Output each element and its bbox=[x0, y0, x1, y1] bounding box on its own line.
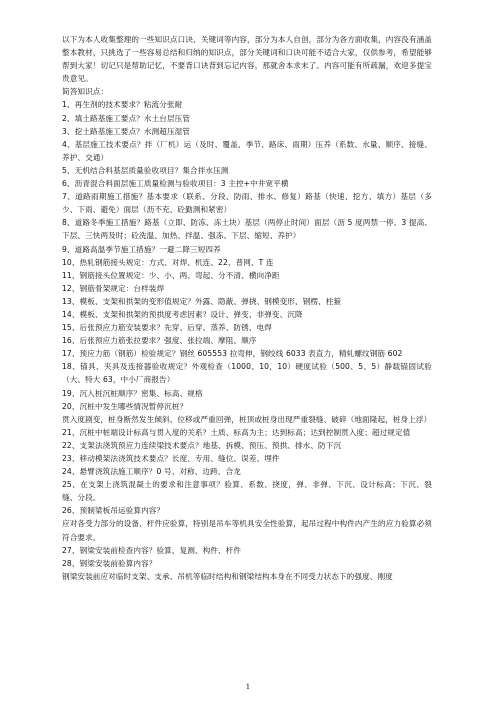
list-item: 1、再生剂的技术要求？粘流分张耐 bbox=[62, 100, 183, 110]
list-item: 8、道路冬季施工措施？路基（立即、防冻、冻土块）基层（两停止时间）面层（沥 5 度两禁一停、3 提高、下层、三快两及时；砼洗温、加热、拌温、强冻、下层、缩短、养护） bbox=[62, 218, 432, 241]
list-item: 16、后张预应力筋张拉要求？强度、张拉端、摩阻、顺序 bbox=[62, 336, 257, 346]
list-item: 19、沉入桩沉桩顺序？密集、标高、规格 bbox=[62, 388, 203, 398]
list-item: 7、道路雨期施工措施？基本要求（联系、分段、防雨、排水、修复）路基（快速、挖方、填方）基层（多少、下雨、避免）面层（沥不充、砼勤测和紧密） bbox=[62, 192, 432, 215]
list-item: 贯入度剧变，桩身断然发生倾斜、位移或严重回弹，桩顶或桩身出现严重裂缝、破碎（地面隆起，桩身上浮） bbox=[62, 414, 432, 424]
list-item: 2、填土路基施工要点？水土台层压管 bbox=[62, 113, 191, 123]
list-item: 11、钢筋接头位置规定：少、小、两、弯起、分不清、横向净距 bbox=[62, 270, 280, 280]
list-item: 26、预制梁板吊运验算内容？ bbox=[62, 506, 165, 516]
list-item: 4、基层施工技术要点？拌（厂机）运（及时、覆盖、季节、路床、雨期）压养（系数、水量、顺序、接缝、养护、交通） bbox=[62, 139, 432, 162]
list-item: 9、道路高温季节施工措施？一避二降三短四养 bbox=[62, 244, 221, 254]
intro-paragraph: 以下为本人收集整理的一些知识点口诀、关键词等内容，部分为本人自创，部分为各方面收集，内容没有涵盖整本教材，只挑选了一些容易总结和归纳的知识点，部分关键词和口诀可能不适合大家，仅供参考，希望能够帮到大家！切记只是帮助记忆，不要背口诀背到忘记内容，那就舍本求末了。内容可能有所疏漏，欢迎多提宝贵意见。 bbox=[62, 35, 432, 84]
list-item: 12、钢筋骨架规定：台样装焊 bbox=[62, 283, 165, 293]
list-item: 17、预应力筋（钢筋）检验规定？钢丝 605553 拉弯伸，钢绞线 6033 表直力，精轧螺纹钢筋 602 bbox=[62, 349, 403, 359]
list-item: 24、悬臂浇筑法施工顺序？0 号、对称、边跨、合龙 bbox=[62, 467, 241, 477]
list-item: 13、模板、支架和拱架的变形值规定？外露、隐蔽、弹挠、钢模变形、钢楞、柱箍 bbox=[62, 296, 342, 306]
list-item: 应对各受力部分的设备、杆件应验算，特别是吊车等机具安全性验算，起吊过程中构件内产生的应力验算必须符合要求。 bbox=[62, 519, 432, 542]
list-item: 10、热轧钢筋接头规定：方式、对焊、机连、22、普网、T 连 bbox=[62, 257, 274, 267]
list-item: 23、移动模架法浇筑技术要点？长度、专用、缝位、误差、埋件 bbox=[62, 454, 280, 463]
list-item: 5、无机结合料基层质量验收项目？集合拌水压测 bbox=[62, 165, 229, 175]
list-item: 18、锚具、夹具及连接器验收规定？外观检查（1000、10，10）硬度试验（500、5、5）静载锚固试验（大、特大 63，中小厂商报告） bbox=[62, 362, 432, 385]
list-item: 22、支架法浇筑预应力连续梁技术要点？地基、拆模、预压、预拱、排水、防下沉 bbox=[62, 440, 342, 450]
section-heading: 简答知识点： bbox=[62, 87, 109, 97]
knowledge-point-list bbox=[62, 98, 432, 582]
list-item: 14、模板、支架和拱架的预拱度考虑因素？设计、弹变、非弹变、沉降 bbox=[62, 309, 303, 319]
list-item: 21、沉桩中桩端设计标高与贯入度的关系？土质、标高为主；达到标高；达到控制贯入度；超过规定值 bbox=[62, 427, 411, 437]
document-body bbox=[62, 33, 432, 583]
list-item: 28、钢梁安装前验算内容？ bbox=[62, 558, 157, 568]
list-item: 钢梁安装前应对临时支架、支承、吊机等临时结构和钢梁结构本身在不同受力状态下的强度、刚度 bbox=[62, 571, 393, 581]
list-item: 27、钢梁安装前检查内容？验算、复测、构件、杆件 bbox=[62, 545, 242, 555]
list-item: 25、在支架上浇筑混凝土的要求和注意事项？验算、系数、挠度，弹、非弹、下沉、设计标高；下沉、裂缝、分段。 bbox=[62, 480, 432, 503]
list-item: 15、后张预应力筋安装要求？先穿、后穿、蒸养、防锈、电焊 bbox=[62, 323, 272, 333]
list-item: 3、挖土路基施工要点？水测超压湿管 bbox=[62, 126, 191, 136]
list-item: 20、沉桩中发生哪些情况暂停沉桩？ bbox=[62, 401, 188, 411]
list-item: 6、沥青混合料面层施工质量检测与验收项目：3 主控+中井宽平横 bbox=[62, 179, 289, 189]
page-number: 1 bbox=[245, 683, 251, 691]
